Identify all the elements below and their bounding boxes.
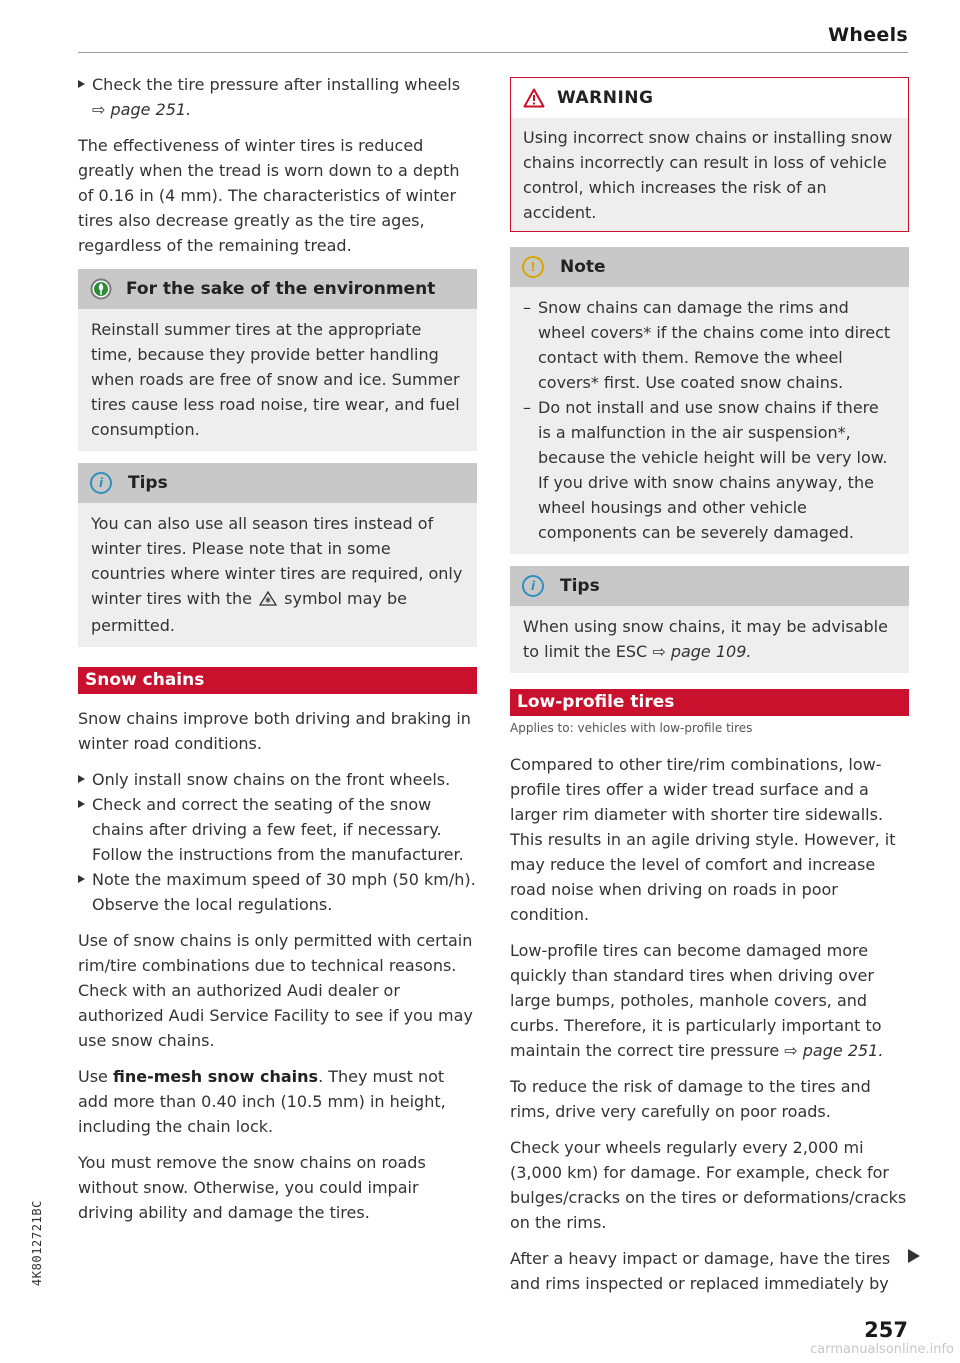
environment-box-header xyxy=(78,269,477,309)
page-ref-link[interactable]: page 251. xyxy=(110,100,192,119)
note-box-body xyxy=(510,287,909,554)
tips-box-right xyxy=(510,566,909,673)
tips-box-left xyxy=(78,463,477,647)
info-icon: i xyxy=(90,472,112,494)
arrow-icon: ⇨ xyxy=(652,642,666,661)
header-rule xyxy=(78,52,908,53)
warning-box-header xyxy=(511,78,908,118)
reduce-paragraph: To reduce the risk of damage to the tires and rims, drive very carefully on poor roads. xyxy=(510,1077,871,1121)
right-column xyxy=(510,77,909,1307)
warning-box-body: Using incorrect snow chains or installing snow chains incorrectly can result in loss of vehicle control, which increases the risk of an accident. xyxy=(511,118,908,231)
tips-box-header xyxy=(78,463,477,503)
after-paragraph: After a heavy impact or damage, have the tires and rims inspected or replaced immediately by xyxy=(510,1249,891,1293)
leaf-icon xyxy=(90,278,112,300)
fine-mesh-paragraph xyxy=(78,1064,477,1139)
side-code: 4K8012721BC xyxy=(30,1200,44,1287)
damage-text: Low-profile tires can become damaged more quickly than standard tires when driving over large bumps, potholes, manhole covers, and curbs. Therefore, it is particularly important to maintain the correct tire pressure xyxy=(510,941,882,1060)
pressure-bullet-list xyxy=(78,72,477,122)
arrow-icon: ⇨ xyxy=(784,1041,798,1060)
snow-intro-paragraph: Snow chains improve both driving and braking in winter road conditions. xyxy=(78,709,471,753)
environment-box-body: Reinstall summer tires at the appropriate time, because they provide better handling when roads are free of snow and ice. Summer tires cause less road noise, tire wear, and fuel consumption. xyxy=(91,320,460,439)
page-ref-link[interactable]: page 251. xyxy=(802,1041,884,1060)
left-column xyxy=(78,72,477,1236)
list-item: – Do not install and use snow chains if there is a malfunction in the air suspension*, because the vehicle height will be very low. If you drive with snow chains anyway, the wheel housings and other vehicle components can be severely damaged. xyxy=(523,395,896,545)
header-title: Wheels xyxy=(828,24,908,46)
watermark: carmanualsonline.info xyxy=(810,1342,954,1357)
page-number: 257 xyxy=(864,1318,908,1342)
tips-box-title: Tips xyxy=(128,472,168,493)
permitted-paragraph: Use of snow chains is only permitted with certain rim/tire combinations due to technical reasons. Check with an authorized Audi dealer or authorized Audi Service Facility to see if you may use snow chains. xyxy=(78,931,473,1050)
tips-box-header xyxy=(510,566,909,606)
remove-paragraph: You must remove the snow chains on roads without snow. Otherwise, you could impair driving ability and damage the tires. xyxy=(78,1153,426,1222)
tips-text-before: You can also use all season tires instead of winter tires. Please note that in some countries where winter tires are required, only winter tires with the xyxy=(91,514,463,608)
list-item xyxy=(78,72,477,122)
list-item: Check and correct the seating of the snow chains after driving a few feet, if necessary. Follow the instructions from the manufacturer. xyxy=(78,792,477,867)
note-box-header xyxy=(510,247,909,287)
note-list xyxy=(523,295,896,545)
fine-mesh-post: . They must not add more than 0.40 inch (10.5 mm) in height, including the chain lock. xyxy=(78,1067,446,1136)
exclamation-icon: ! xyxy=(522,256,544,278)
page-ref-link[interactable]: page 109. xyxy=(670,642,752,661)
list-item-text: Check the tire pressure after installing wheels xyxy=(92,75,461,94)
list-item: – Snow chains can damage the rims and wheel covers* if the chains come into direct contact with them. Remove the wheel covers* first. Use coated snow chains. xyxy=(523,295,896,395)
warning-box-title: WARNING xyxy=(557,87,654,108)
snowflake-mountain-icon xyxy=(259,588,277,613)
warning-box xyxy=(510,77,909,232)
tips-box-title: Tips xyxy=(560,575,600,596)
applies-to-note: Applies to: vehicles with low-profile tires xyxy=(510,721,753,735)
check-paragraph: Check your wheels regularly every 2,000 mi (3,000 km) for damage. For example, check for bulges/cracks on the tires or deformations/cracks on the rims. xyxy=(510,1138,907,1232)
tips-text-after: symbol may be permitted. xyxy=(91,589,407,635)
list-item: Only install snow chains on the front wheels. xyxy=(78,767,477,792)
damage-paragraph xyxy=(510,938,909,1063)
section-heading-low-profile: Low-profile tires xyxy=(510,689,909,716)
environment-box xyxy=(78,269,477,451)
section-heading-snow-chains: Snow chains xyxy=(78,667,477,694)
note-box xyxy=(510,247,909,554)
continue-arrow-icon xyxy=(908,1249,920,1263)
arrow-icon: ⇨ xyxy=(92,100,106,119)
snow-bullet-list xyxy=(78,767,477,917)
environment-box-title: For the sake of the environment xyxy=(126,278,436,299)
warning-triangle-icon xyxy=(523,88,545,108)
compared-paragraph: Compared to other tire/rim combinations, low-profile tires offer a wider tread surface and a larger rim diameter with shorter tire sidewalls. This results in an agile driving style. However, it may reduce the level of comfort and increase road noise when driving on roads in poor condition. xyxy=(510,755,896,924)
tips-text: When using snow chains, it may be advisable to limit the ESC xyxy=(523,617,888,661)
info-icon: i xyxy=(522,575,544,597)
fine-mesh-bold: fine-mesh snow chains xyxy=(112,1067,319,1086)
note-box-title: Note xyxy=(560,256,606,277)
list-item: Note the maximum speed of 30 mph (50 km/h). Observe the local regulations. xyxy=(78,867,477,917)
fine-mesh-pre: Use xyxy=(78,1067,108,1086)
effectiveness-paragraph: The effectiveness of winter tires is reduced greatly when the tread is worn down to a depth of 0.16 in (4 mm). The characteristics of winter tires also decrease greatly as the tire ages, regardless of the remaining tread. xyxy=(78,136,460,255)
tips-box-body xyxy=(78,503,477,647)
tips-box-body xyxy=(510,606,909,673)
